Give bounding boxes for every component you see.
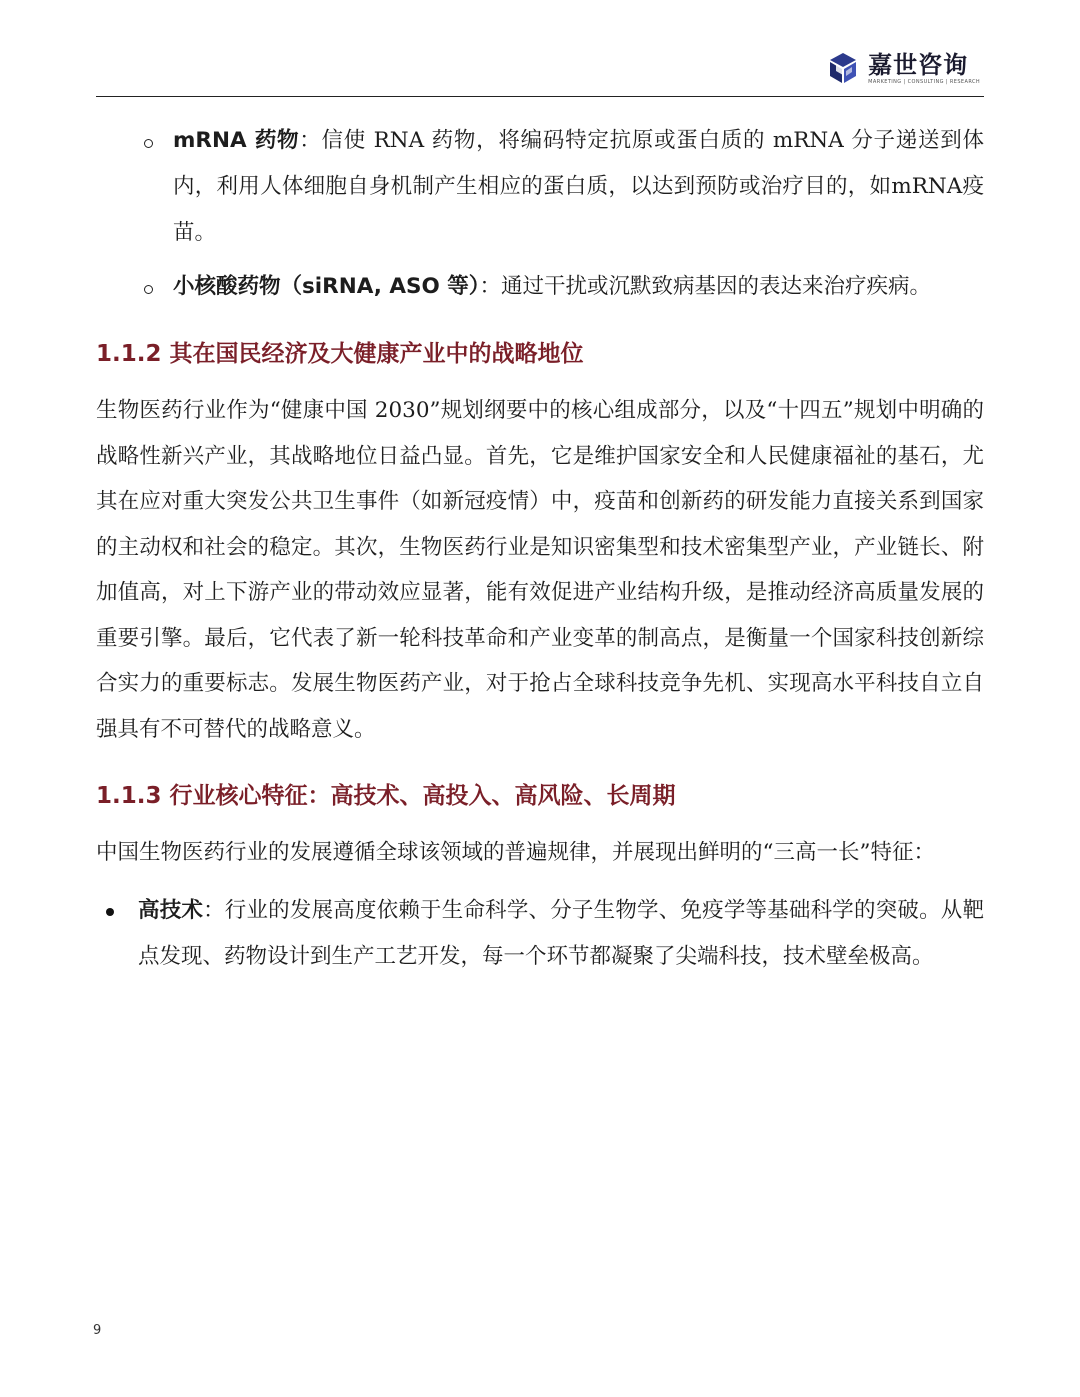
list-item	[96, 118, 984, 256]
company-logo	[826, 48, 980, 88]
main-content	[96, 118, 984, 980]
section-heading-1-1-3: 1.1.3 行业核心特征：高技术、高投入、高风险、长周期	[96, 783, 676, 809]
hollow-circle-bullet-icon	[144, 285, 153, 294]
filled-circle-bullet-icon	[106, 908, 114, 916]
section-heading-1-1-2: 1.1.2 其在国民经济及大健康产业中的战略地位	[96, 341, 584, 367]
logo-tagline: MARKETING | CONSULTING | RESEARCH	[868, 78, 980, 85]
page-number: 9	[93, 1323, 102, 1338]
sub-bullet-list	[96, 118, 984, 310]
logo-name: 嘉世咨询	[868, 50, 969, 79]
bullet-text: ：行业的发展高度依赖于生命科学、分子生物学、免疫学等基础科学的突破。从靶点发现、药物设计到生产工艺开发，每一个环节都凝聚了尖端科技，技术壁垒极高。	[138, 897, 984, 969]
list-item	[96, 888, 984, 980]
bullet-term: 高技术	[138, 897, 204, 923]
list-item	[96, 264, 984, 310]
section-paragraph: 中国生物医药行业的发展遵循全球该领域的普遍规律，并展现出鲜明的“三高一长”特征：	[96, 840, 935, 865]
bullet-list	[96, 888, 984, 980]
hollow-circle-bullet-icon	[144, 139, 153, 148]
page-header	[96, 40, 984, 97]
bullet-term: 小核酸药物（siRNA, ASO 等）	[173, 274, 480, 299]
bullet-text: ：信使 RNA 药物，将编码特定抗原或蛋白质的 mRNA 分子递送到体内，利用人体细胞自身机制产生相应的蛋白质，以达到预防或治疗目的，如mRNA疫苗。	[173, 128, 985, 245]
bullet-text: ：通过干扰或沉默致病基因的表达来治疗疾病。	[479, 274, 932, 299]
bullet-term: mRNA 药物	[173, 128, 300, 153]
section-paragraph: 生物医药行业作为“健康中国 2030”规划纲要中的核心组成部分，以及“十四五”规划中明确的战略性新兴产业，其战略地位日益凸显。首先，它是维护国家安全和人民健康福祉的基石，尤其在应对重大突发公共卫生事件（如新冠疫情）中，疫苗和创新药的研发能力直接关系到国家的主动权和社会的稳定。其次，生物医药行业是知识密集型和技术密集型产业，产业链长、附加值高，对上下游产业的带动效应显著，能有效促进产业结构升级，是推动经济高质量发展的重要引擎。最后，它代表了新一轮科技革命和产业变革的制高点，是衡量一个国家科技创新综合实力的重要标志。发展生物医药产业，对于抢占全球科技竞争先机、实现高水平科技自立自强具有不可替代的战略意义。	[96, 398, 984, 742]
cube-logo-icon	[826, 51, 860, 85]
